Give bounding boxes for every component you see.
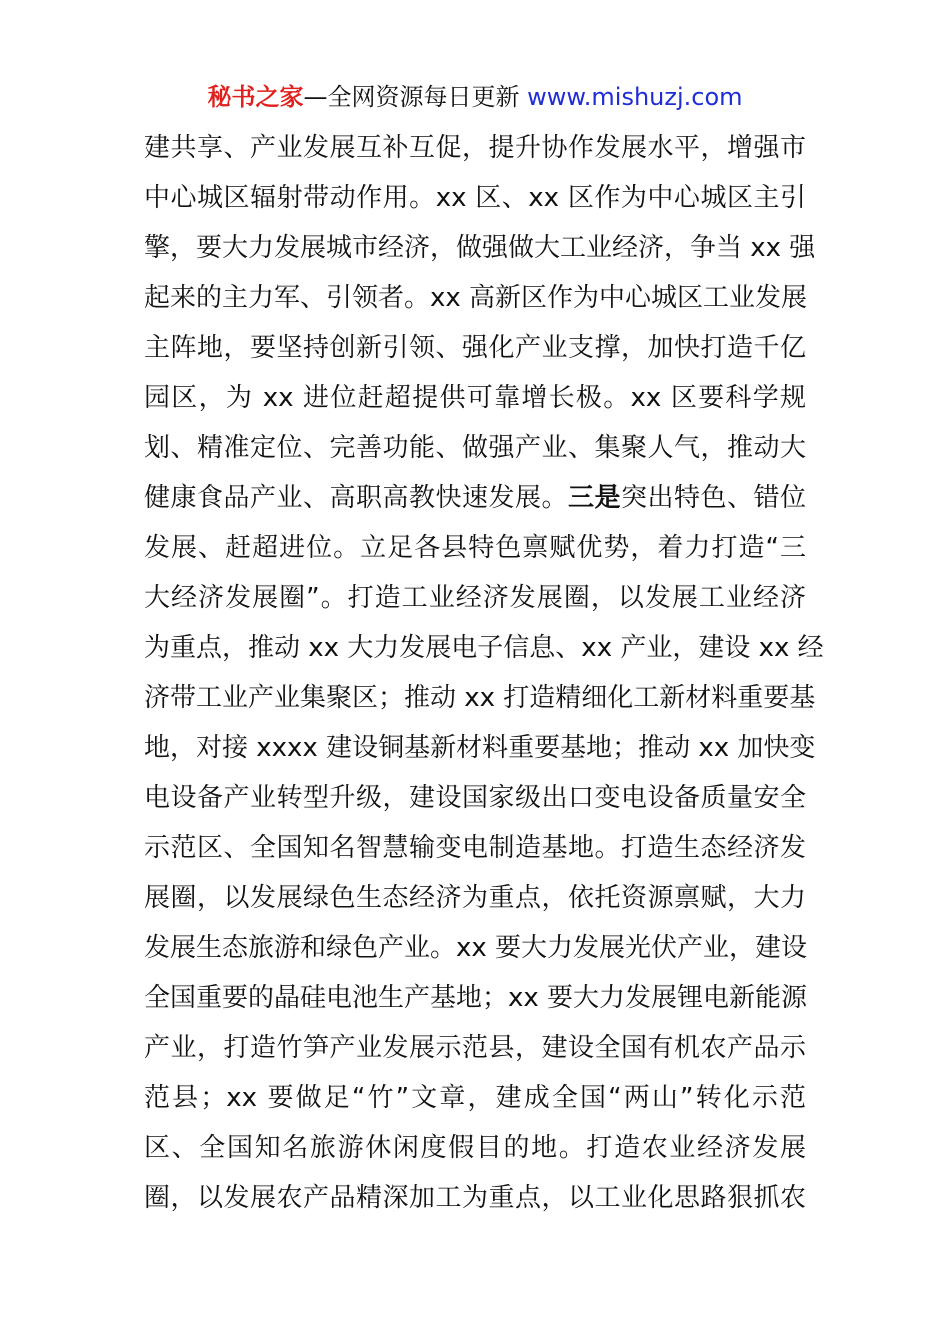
site-header [0, 80, 950, 114]
text-line [144, 223, 816, 273]
text-segment: 示范区、全国知名智慧输变电制造基地。打造生态经济发 [144, 833, 806, 863]
text-line [144, 423, 806, 473]
text-line [144, 323, 806, 373]
text-segment: 建共享、产业发展互补互促，提升协作发展水平，增强市 [144, 133, 806, 163]
text-segment: 范县；xx 要做足“竹”文章，建成全国“两山”转化示范 [144, 1083, 806, 1113]
text-segment: 园区，为 xx 进位赶超提供可靠增长极。xx 区要科学规 [144, 383, 806, 413]
text-segment: 发展、赶超进位。立足各县特色禀赋优势，着力打造“三 [144, 533, 806, 563]
text-line [144, 1073, 806, 1123]
text-segment: 发展生态旅游和绿色产业。xx 要大力发展光伏产业，建设 [144, 933, 808, 963]
text-line [144, 123, 806, 173]
text-line [144, 973, 806, 1023]
text-line [144, 523, 806, 573]
text-line [144, 923, 806, 973]
text-segment: 展圈，以发展绿色生态经济为重点，依托资源禀赋，大力 [144, 883, 806, 913]
document-body [144, 123, 824, 1223]
text-line [144, 623, 824, 673]
text-segment: 为重点，推动 xx 大力发展电子信息、xx 产业，建设 xx 经 [144, 633, 824, 663]
text-line [144, 373, 806, 423]
text-segment: 电设备产业转型升级，建设国家级出口变电设备质量安全 [144, 783, 806, 813]
text-segment: 中心城区辐射带动作用。xx 区、xx 区作为中心城区主引 [144, 183, 806, 213]
text-segment: 健康食品产业、高职高教快速发展。 [144, 483, 568, 513]
site-brand: 秘书之家 [207, 83, 304, 111]
text-line [144, 773, 806, 823]
text-line [144, 1123, 806, 1173]
site-url[interactable]: www.mishuzj.com [527, 83, 743, 111]
bold-text-segment: 三是 [567, 483, 621, 513]
text-line [144, 1173, 806, 1223]
text-line [144, 823, 806, 873]
text-line [144, 1023, 806, 1073]
text-segment: 济带工业产业集聚区；推动 xx 打造精细化工新材料重要基 [144, 683, 816, 713]
text-segment: 全国重要的晶硅电池生产基地；xx 要大力发展锂电新能源 [144, 983, 808, 1013]
text-line [144, 673, 816, 723]
text-line [144, 573, 806, 623]
text-segment: 大经济发展圈”。打造工业经济发展圈，以发展工业经济 [144, 583, 806, 613]
text-segment: 地，对接 xxxx 建设铜基新材料重要基地；推动 xx 加快变 [144, 733, 816, 763]
text-segment: 突出特色、错位 [620, 483, 806, 513]
text-line [144, 723, 816, 773]
text-segment: 区、全国知名旅游休闲度假目的地。打造农业经济发展 [144, 1133, 806, 1163]
text-segment: 产业，打造竹笋产业发展示范县，建设全国有机农产品示 [144, 1033, 806, 1063]
text-segment: 划、精准定位、完善功能、做强产业、集聚人气，推动大 [144, 433, 806, 463]
site-tagline: —全网资源每日更新 [303, 83, 520, 111]
text-segment: 擎，要大力发展城市经济，做强做大工业经济，争当 xx 强 [144, 233, 816, 263]
text-segment: 主阵地，要坚持创新引领、强化产业支撑，加快打造千亿 [144, 333, 806, 363]
text-line [144, 273, 806, 323]
text-line [144, 173, 806, 223]
text-line [144, 473, 806, 523]
text-segment: 起来的主力军、引领者。xx 高新区作为中心城区工业发展 [144, 283, 808, 313]
text-segment: 圈，以发展农产品精深加工为重点，以工业化思路狠抓农 [144, 1183, 806, 1213]
text-line [144, 873, 806, 923]
